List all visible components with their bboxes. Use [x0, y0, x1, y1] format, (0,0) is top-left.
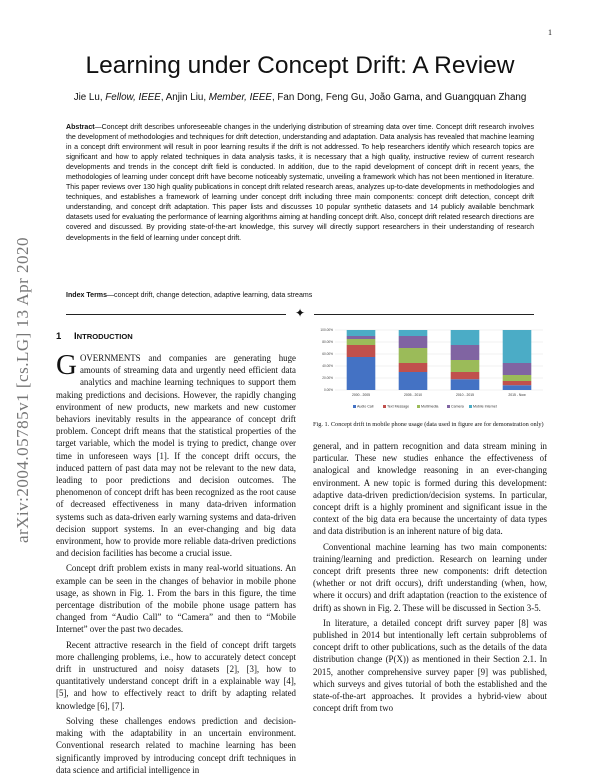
y-tick-label: 0.00% — [323, 388, 333, 393]
section-title-rest: NTRODUCTION — [76, 332, 133, 341]
paragraph: Conventional machine learning has two main components: training/learning and prediction. Research on learning under concept drift presents three new components: drift detection (whether or not drift occurs), drift understanding (when, how, where it occurs) and drift adaptation (reaction to the existence of drift) as shown in Fig. 2. These will be discussed in Section 3-5. — [313, 541, 547, 613]
paragraph — [56, 349, 296, 559]
author-list — [30, 92, 570, 103]
bar-segment — [347, 330, 376, 336]
section-divider — [66, 306, 534, 321]
bar-segment — [451, 360, 480, 372]
author-role: Fellow, IEEE — [105, 92, 161, 103]
y-tick-label: 40.00% — [322, 364, 333, 369]
page-number: 1 — [548, 28, 552, 37]
arxiv-stamp — [12, 190, 34, 590]
chart-legend — [353, 405, 497, 409]
y-tick-label: 80.00% — [322, 340, 333, 345]
bar-segment — [347, 336, 376, 339]
paragraph: Recent attractive research in the field of concept drift targets more challenging problems, i.e., how to accurately detect concept drift in unstructured and noisy datasets [2], [3], how to quantitatively understand concept drift in a explainable way [4], [5], and how to effectively react to drift by adapting related knowledge [6], [7]. — [56, 639, 296, 711]
paper-title: Learning under Concept Drift: A Review — [85, 52, 515, 79]
legend-swatch — [353, 405, 356, 408]
legend-label: Multimedia — [421, 404, 439, 409]
bar-segment — [399, 372, 428, 390]
paragraph: Solving these challenges endows prediction and decision-making with the adaptability in an uncertain environment. Conventional research related to machine learning has been significantly improved by introducing concept drift techniques in data science and artificial intelligence in — [56, 715, 296, 775]
y-tick-label: 100.00% — [320, 328, 333, 333]
divider-line-left — [66, 314, 286, 315]
figure-caption: Fig. 1. Concept drift in mobile phone usage (data used in figure are for demonstration only) — [313, 421, 544, 428]
left-column — [56, 349, 296, 776]
author-role: Member, IEEE — [208, 92, 272, 103]
figure-1-chart — [313, 326, 547, 416]
paragraph-text: and companies are generating huge amounts of streaming data and urgently need efficient data analytics and machine learning techniques to support them making predictions and decisions. However, the rapidly changing environment of new products, new markets and new customer behaviors inevitably results in the appearance of concept drift problem. Concept drift means that the statistical properties of the target variable, which the model is trying to predict, change over time in unforeseen ways [1]. If the concept drift occurs, the induced pattern of past data may not be relevant to the new data, leading to poor predictions and decision outcomes. The phenomenon of concept drift has been recognized as the root cause of decreased effectiveness in many data-driven information systems such as data-driven early warning systems and data-driven decision support systems. In an ever-changing and big data environment, how to provide more reliable data-driven predictions and decision facilities has become a crucial issue. — [56, 353, 296, 559]
bar-segment — [347, 339, 376, 345]
paragraph: In literature, a detailed concept drift survey paper [8] was published in 2014 but intentionally left certain subproblems of concept drift to other publications, such as the details of the data distribution change (P(X)) as mentioned in their Section 2.1. In 2015, another comprehensive survey paper [9] was published, which surveys and gives tutorial of both the established and the state-of-the-art approaches. It provides a hybrid-view about concept drift from two — [313, 617, 547, 714]
bar-segment — [503, 330, 532, 363]
index-terms-text: —concept drift, change detection, adaptive learning, data streams — [107, 292, 313, 299]
bar-segment — [399, 330, 428, 336]
bar-segment — [399, 348, 428, 363]
arxiv-stamp-text: arXiv:2004.05785v1 [cs.LG] 13 Apr 2020 — [13, 236, 32, 544]
bar-segment — [451, 330, 480, 345]
divider-line-right — [314, 314, 534, 315]
bar-segment — [347, 357, 376, 390]
legend-label: Mobile Internet — [473, 404, 497, 409]
bar-segment — [503, 385, 532, 390]
author-name: Jie Lu, — [73, 92, 103, 103]
x-tick-label: 2010 - 2015 — [455, 393, 475, 397]
bar-segment — [451, 345, 480, 360]
divider-star-icon: ✦ — [294, 306, 306, 320]
paragraph: Concept drift problem exists in many real-world situations. An example can be seen in the changes of behavior in mobile phone usage, as shown in Fig. 1. From the bars in this figure, the time percentage distribution of the mobile phone usage pattern has changed from “Audio Call” to “Camera” and then to “Mobile Internet” over the past two decades. — [56, 563, 296, 635]
legend-label: Text Message — [387, 404, 410, 409]
legend-label: Camera — [451, 404, 464, 409]
legend-swatch — [417, 405, 420, 408]
abstract — [66, 123, 534, 244]
author-name: , Anjin Liu, — [160, 92, 207, 103]
abstract-text: —Concept drift describes unforeseeable changes in the underlying distribution of streaming data over time. Concept drift research involves the development of methodologies and techniques for drift detection, understanding and adaptation. Data analysis has revealed that machine learning in a concept drift environment will result in poor learning results if the drift is not addressed. To help researchers identify which research topics are significant and how to apply related techniques in data analysis tasks, it is necessary that a high quality, instructive review of current research developments and trends in the concept drift field is conducted. In addition, due to the rapid development of concept drift in recent years, the methodologies of learning under concept drift have become noticeably systematic, unveiling a framework which has not been mentioned in literature. This paper reviews over 130 high quality publications in concept drift related research areas, analyzes up-to-date developments in methodologies and techniques, and establishes a framework of learning under concept drift including three main components: concept drift detection, concept drift understanding, and concept drift adaptation. This paper lists and discusses 10 popular synthetic datasets and 14 publicly available benchmark datasets used for evaluating the performance of learning algorithms aiming at handling concept drift. Also, concept drift related research directions are covered and discussed. By providing state-of-the-art knowledge, this survey will directly support researchers in their understanding of research developments in the field of learning under concept drift. — [66, 124, 534, 242]
legend-swatch — [447, 405, 450, 408]
first-word: OVERNMENTS — [79, 353, 141, 363]
bar-segment — [503, 375, 532, 381]
bar-segment — [399, 363, 428, 372]
x-tick-label: 2000 - 2005 — [351, 393, 371, 397]
legend-swatch — [469, 405, 472, 408]
index-terms-label: Index Terms — [66, 292, 107, 299]
index-terms — [66, 292, 534, 299]
chart-bars — [347, 330, 532, 390]
author-name: , Fan Dong, Feng Gu, João Gama, and Guangquan Zhang — [271, 92, 527, 103]
bar-segment — [503, 363, 532, 375]
bar-segment — [451, 372, 480, 379]
legend-swatch — [383, 405, 386, 408]
x-tick-label: 2015 - Now — [508, 393, 526, 397]
paragraph: general, and in pattern recognition and data stream mining in particular. These new studies enhance the effectiveness of analogical and knowledge reasoning in an ever-changing environment. A new topic is formed during this development: adaptive data-driven prediction/decision systems. In particular, concept drift is a highly prominent and significant issue in the context of the big data era because the uncertainty of data types and data distribution is an inherent nature of big data. — [313, 441, 547, 537]
section-initial: I — [74, 331, 77, 342]
legend-label: Audio Call — [357, 404, 374, 409]
section-number: 1 — [56, 331, 62, 342]
x-tick-label: 2005 - 2010 — [403, 393, 423, 397]
dropcap: G — [56, 349, 77, 381]
bar-segment — [451, 379, 480, 390]
section-heading — [56, 331, 133, 342]
bar-segment — [347, 345, 376, 357]
y-tick-label: 20.00% — [322, 376, 333, 381]
right-column — [313, 440, 547, 714]
bar-segment — [399, 336, 428, 348]
abstract-label: Abstract — [66, 124, 95, 131]
y-tick-label: 60.00% — [322, 352, 333, 357]
bar-segment — [503, 381, 532, 385]
